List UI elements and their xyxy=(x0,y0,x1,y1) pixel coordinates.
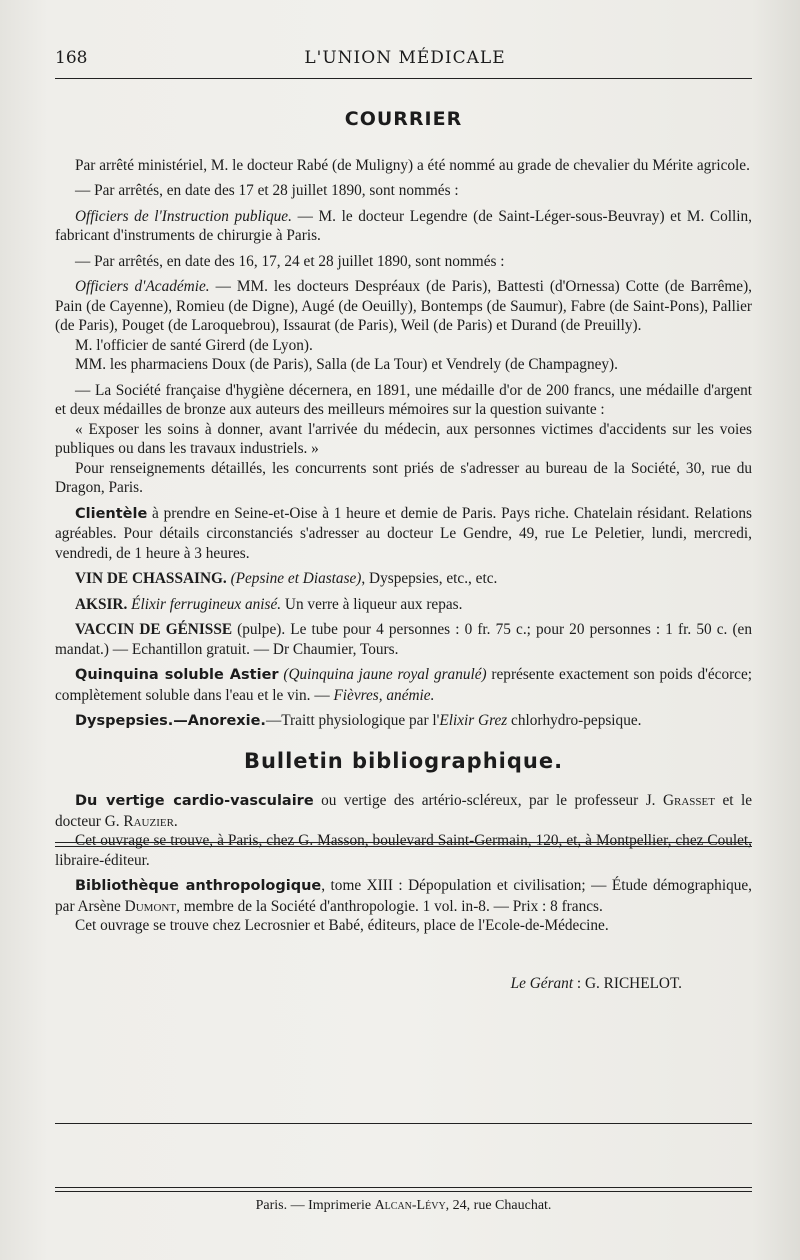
entry-text: . xyxy=(173,812,178,830)
courrier-paragraph: Pour renseignements détaillés, les concurrents sont priés de s'adresser au bureau de la Société, 30, rue du Dragon, Paris. xyxy=(55,459,752,496)
bulletin-entry xyxy=(55,876,752,916)
entry-text: ou vertige des artério-scléreux, par le professeur J. xyxy=(313,792,663,809)
book-title: Bibliothèque anthropologique xyxy=(75,878,322,894)
courrier-paragraph xyxy=(55,207,752,246)
bulletin-entry: Cet ouvrage se trouve, à Paris, chez G. Masson, boulevard Saint-Germain, 120, et, à Montpellier, chez Coulet, libraire-éditeur. xyxy=(55,832,752,869)
ad-label: VIN DE CHASSAING. xyxy=(75,570,227,587)
ad-quinquina xyxy=(55,665,752,705)
honor-text: — MM. les docteurs Despréaux (de Paris), Battesti (d'Ornessa) Cotte (de Barrême), Pain (de Cayenne), Romieu (de Digne), Augé (de Oeuilly), Bontemps (de Saumur), Fabre (de Saint-Pons), Pallier (de Paris), Pouget (de Laroquebrou), Issaurat (de Paris), Weil (de Paris) et Durand (de Preuilly). xyxy=(55,278,753,334)
author-name: Rauzier xyxy=(123,812,174,830)
page-number: 168 xyxy=(55,48,88,68)
ad-label: Clientèle xyxy=(75,505,148,522)
ad-italic: Fièvres, anémie. xyxy=(333,686,435,704)
courrier-title: COURRIER xyxy=(344,108,463,130)
printer-name: Alcan-Lévy xyxy=(374,1198,446,1213)
article-body xyxy=(55,110,752,993)
ad-text: représente exactement son poids d'écorce; complètement soluble dans l'eau et le vin. — xyxy=(55,666,753,704)
entry-text: , membre de la Société d'anthropologie. 1 vol. in-8. — Prix : 8 francs. xyxy=(176,897,603,915)
ad-aksir xyxy=(55,595,752,615)
footer-text: Paris. — Imprimerie xyxy=(255,1198,375,1213)
courrier-paragraph: — Par arrêtés, en date des 16, 17, 24 et 28 juillet 1890, sont nommés : xyxy=(75,252,505,270)
ad-label: Dyspepsies.—Anorexie. xyxy=(75,713,266,729)
ad-text: (pulpe). Le tube pour 4 personnes : 0 fr. 75 c.; pour 20 personnes : 1 fr. 50 c. (en mandat.) — Echantillon gratuit. — Dr Chaumier, Tours. xyxy=(55,621,752,658)
courrier-paragraph: Par arrêté ministériel, M. le docteur Rabé (de Muligny) a été nommé au grade de chevalier du Mérite agricole. xyxy=(75,156,750,174)
signature-label: Le Gérant xyxy=(510,974,574,992)
courrier-paragraph: MM. les pharmaciens Doux (de Paris), Salla (de La Tour) et Vendrely (de Champagney). xyxy=(75,356,618,373)
ad-italic: (Quinquina jaune royal granulé) xyxy=(283,666,487,683)
ad-italic: Elixir Grez xyxy=(439,712,508,729)
courrier-paragraph xyxy=(55,277,752,336)
bulletin-end-rule xyxy=(55,1123,752,1124)
bulletin-entry xyxy=(55,791,752,831)
header-rule xyxy=(55,78,752,79)
running-title: L'UNION MÉDICALE xyxy=(304,48,506,68)
author-name: Grasset xyxy=(662,792,715,809)
signature xyxy=(55,974,752,994)
ad-dyspepsies xyxy=(55,711,752,732)
ad-text: Un verre à liqueur aux repas. xyxy=(281,595,463,613)
courrier-paragraph: « Exposer les soins à donner, avant l'arrivée du médecin, aux personnes victimes d'accidents sur les voies publiques ou dans les travaux industriels. » xyxy=(55,420,752,457)
honor-label: Officiers d'Académie. xyxy=(75,278,210,295)
courrier-paragraph: — La Société française d'hygiène décernera, en 1891, une médaille d'or de 200 francs, une médaille d'argent et deux médailles de bronze aux auteurs des meilleurs mémoires sur la question suivante : xyxy=(55,381,752,418)
entry-text: et le docteur G. xyxy=(55,792,752,830)
ad-italic: (Pepsine et Diastase) xyxy=(230,570,362,587)
ad-text: , Dyspepsies, etc., etc. xyxy=(361,570,498,587)
ad-clientele xyxy=(55,504,752,564)
honor-label: Officiers de l'Instruction publique. xyxy=(75,207,292,225)
page-header xyxy=(55,44,755,74)
ad-italic: Élixir ferrugineux anisé. xyxy=(131,595,282,613)
bulletin-title: Bulletin bibliographique. xyxy=(243,748,564,773)
bulletin-entry: Cet ouvrage se trouve chez Lecrosnier et Babé, éditeurs, place de l'Ecole-de-Médecine. xyxy=(75,917,609,934)
courrier-paragraph: — Par arrêtés, en date des 17 et 28 juillet 1890, sont nommés : xyxy=(75,182,459,199)
ad-text: —Traitt physiologique par l' xyxy=(265,712,440,729)
section-rule xyxy=(55,842,752,847)
footer-rule xyxy=(55,1187,752,1192)
entry-text: , tome XIII : Dépopulation et civilisation; — Étude démographique, par Arsène xyxy=(55,877,752,915)
ad-text: à prendre en Seine-et-Oise à 1 heure et demie de Paris. Pays riche. Chatelain résidant. Relations agréables. Pour détails circonstanciés s'adresser au docteur Le Gendre, 49, rue Le Peletier, lundi, mercredi, vendredi, de 1 heure à 3 heures. xyxy=(55,504,752,562)
ad-vaccin xyxy=(55,620,752,659)
ad-label: VACCIN DE GÉNISSE xyxy=(75,621,233,638)
honor-text: — M. le docteur Legendre (de Saint-Léger-sous-Beuvray) et M. Collin, fabricant d'instruments de chirurgie à Paris. xyxy=(55,207,753,244)
ad-label: Quinquina soluble Astier xyxy=(75,667,279,683)
ad-vin xyxy=(55,569,752,589)
footer-text: , 24, rue Chauchat. xyxy=(445,1198,552,1213)
ad-text: chlorhydro-pepsique. xyxy=(507,712,642,729)
signature-name: : G. RICHELOT. xyxy=(573,974,682,992)
book-title: Du vertige cardio-vasculaire xyxy=(75,793,314,809)
imprint-footer xyxy=(55,1198,752,1214)
courrier-paragraph: M. l'officier de santé Girerd (de Lyon). xyxy=(75,336,313,354)
ad-label: AKSIR. xyxy=(75,595,128,613)
author-name: Dumont xyxy=(124,897,177,915)
